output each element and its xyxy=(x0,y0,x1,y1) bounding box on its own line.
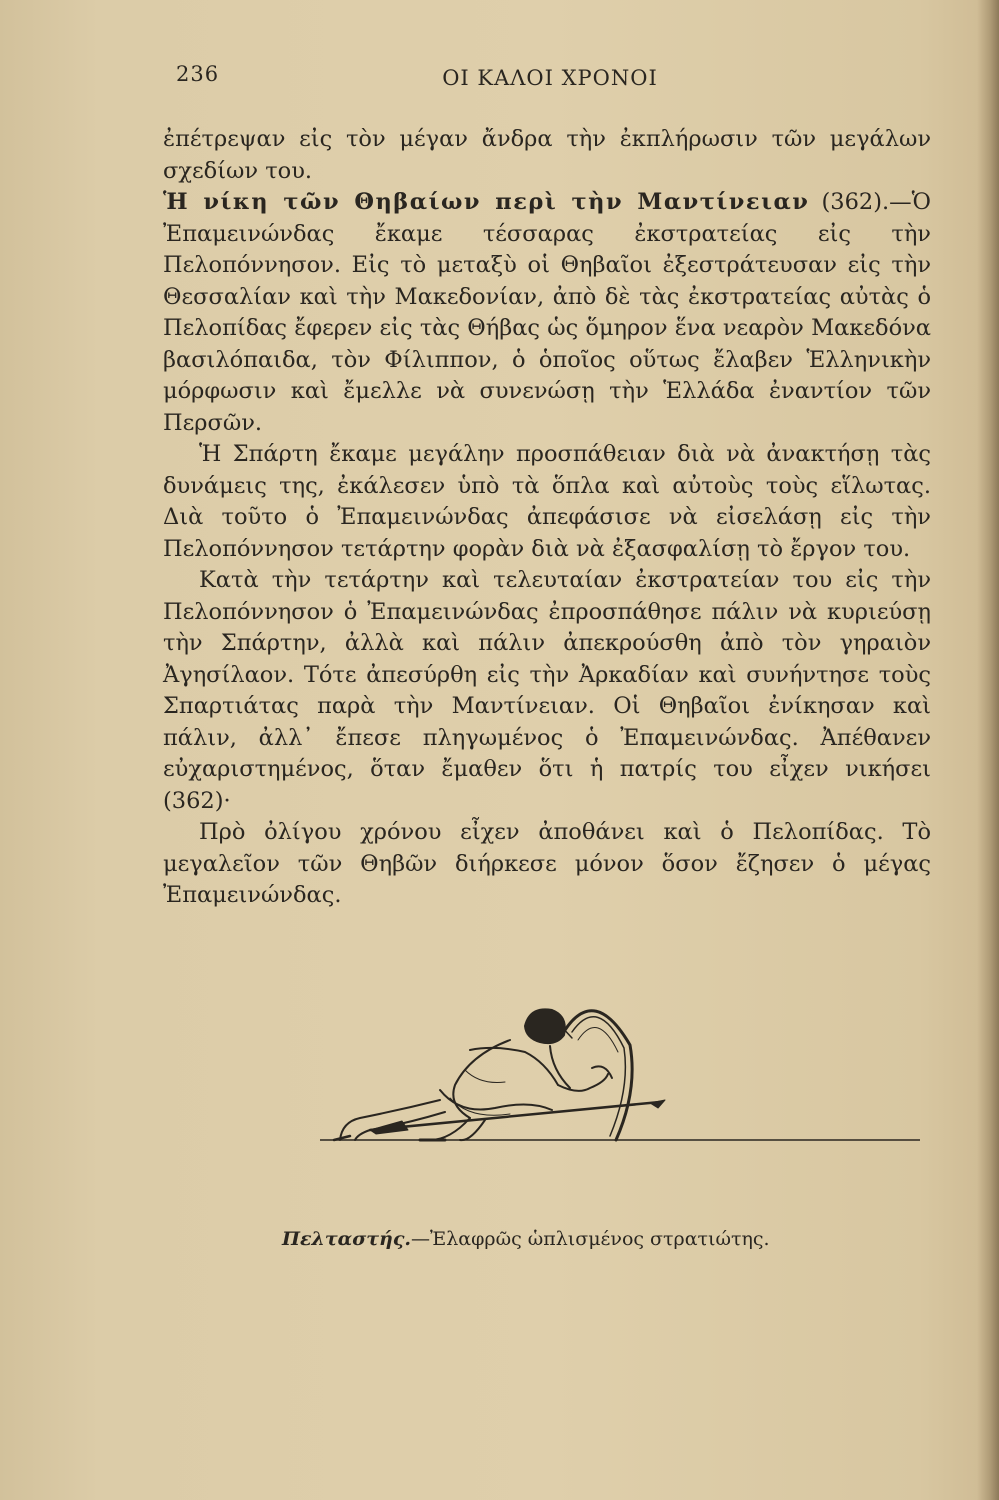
caption-text: —Ἐλαφρῶς ὡπλισμένος στρατιώτης. xyxy=(411,1228,770,1250)
peltast-drawing xyxy=(320,990,920,1215)
paragraph-3: Ἡ Σπάρτη ἔκαμε μεγάλην προσπάθειαν διὰ νὰ ἀνακτήσῃ τὰς δυνάμεις της, ἐκάλεσεν ὑπὸ τὰ ὅπλα καὶ αὐτοὺς τοὺς εἵλωτας. Διὰ τοῦτο ὁ Ἐπαμεινώνδας ἀπεφάσισε νὰ εἰσελάσῃ εἰς τὴν Πελοπόννησον τετάρτην φορὰν διὰ νὰ ἐξασφαλίσῃ τὸ ἔργον του. xyxy=(163,441,931,562)
paragraph-5: Πρὸ ὀλίγου χρόνου εἶχεν ἀποθάνει καὶ ὁ Πελοπίδας. Τὸ μεγαλεῖον τῶν Θηβῶν διήρκεσε μόνον ὅσον ἔζησεν ὁ μέγας Ἐπαμεινώνδας. xyxy=(163,819,931,908)
paragraph-4: Κατὰ τὴν τετάρτην καὶ τελευταίαν ἐκστρατείαν του εἰς τὴν Πελοπόννησον ὁ Ἐπαμεινώνδας ἐπροσπάθησε πάλιν νὰ κυριεύσῃ τὴν Σπάρτην, ἀλλὰ καὶ πάλιν ἀπεκρούσθη ἀπὸ τὸν γηραιὸν Ἀγησίλαον. Τότε ἀπεσύρθη εἰς τὴν Ἀρκαδίαν καὶ συνήντησε τοὺς Σπαρτιάτας παρὰ τὴν Μαντίνειαν. Οἱ Θηβαῖοι ἐνίκησαν καὶ πάλιν, ἀλλ᾽ ἔπεσε πληγωμένος ὁ Ἐπαμεινώνδας. Ἀπέθανεν εὐχαριστημένος, ὅταν ἔμαθεν ὅτι ἡ πατρίς του εἶχεν νικήσει (362)· xyxy=(163,567,931,814)
page-number: 236 xyxy=(176,62,220,86)
running-head: ΟΙ ΚΑΛΟΙ ΧΡΟΝΟΙ xyxy=(442,66,658,90)
section-heading: Ἡ νίκη τῶν Θηβαίων περὶ τὴν Μαντίνειαν xyxy=(163,189,810,215)
peltast-illustration xyxy=(320,990,920,1215)
figure-caption xyxy=(282,1228,842,1250)
caption-title: Πελταστής. xyxy=(282,1228,412,1250)
paragraph-1: ἐπέτρεψαν εἰς τὸν μέγαν ἄνδρα τὴν ἐκπλήρωσιν τῶν μεγάλων σχεδίων του. xyxy=(163,126,931,184)
page-header xyxy=(170,60,930,94)
page-body xyxy=(163,124,931,912)
paragraph-2 xyxy=(163,187,931,439)
page-spine-shadow xyxy=(977,0,999,1500)
paragraph-2-text: (362).—Ὁ Ἐπαμεινώνδας ἔκαμε τέσσαρας ἐκστρατείας εἰς τὴν Πελοπόννησον. Εἰς τὸ μεταξὺ οἱ Θηβαῖοι ἐξεστράτευσαν εἰς τὴν Θεσσαλίαν καὶ τὴν Μακεδονίαν, ἀπὸ δὲ τὰς ἐκστρατείας αὐτὰς ὁ Πελοπίδας ἔφερεν εἰς τὰς Θήβας ὡς ὅμηρον ἕνα νεαρὸν Μακεδόνα βασιλόπαιδα, τὸν Φίλιππον, ὁ ὁποῖος οὕτως ἔλαβεν Ἑλληνικὴν μόρφωσιν καὶ ἔμελλε νὰ συνενώσῃ τὴν Ἑλλάδα ἐναντίον τῶν Περσῶν. xyxy=(163,189,931,436)
